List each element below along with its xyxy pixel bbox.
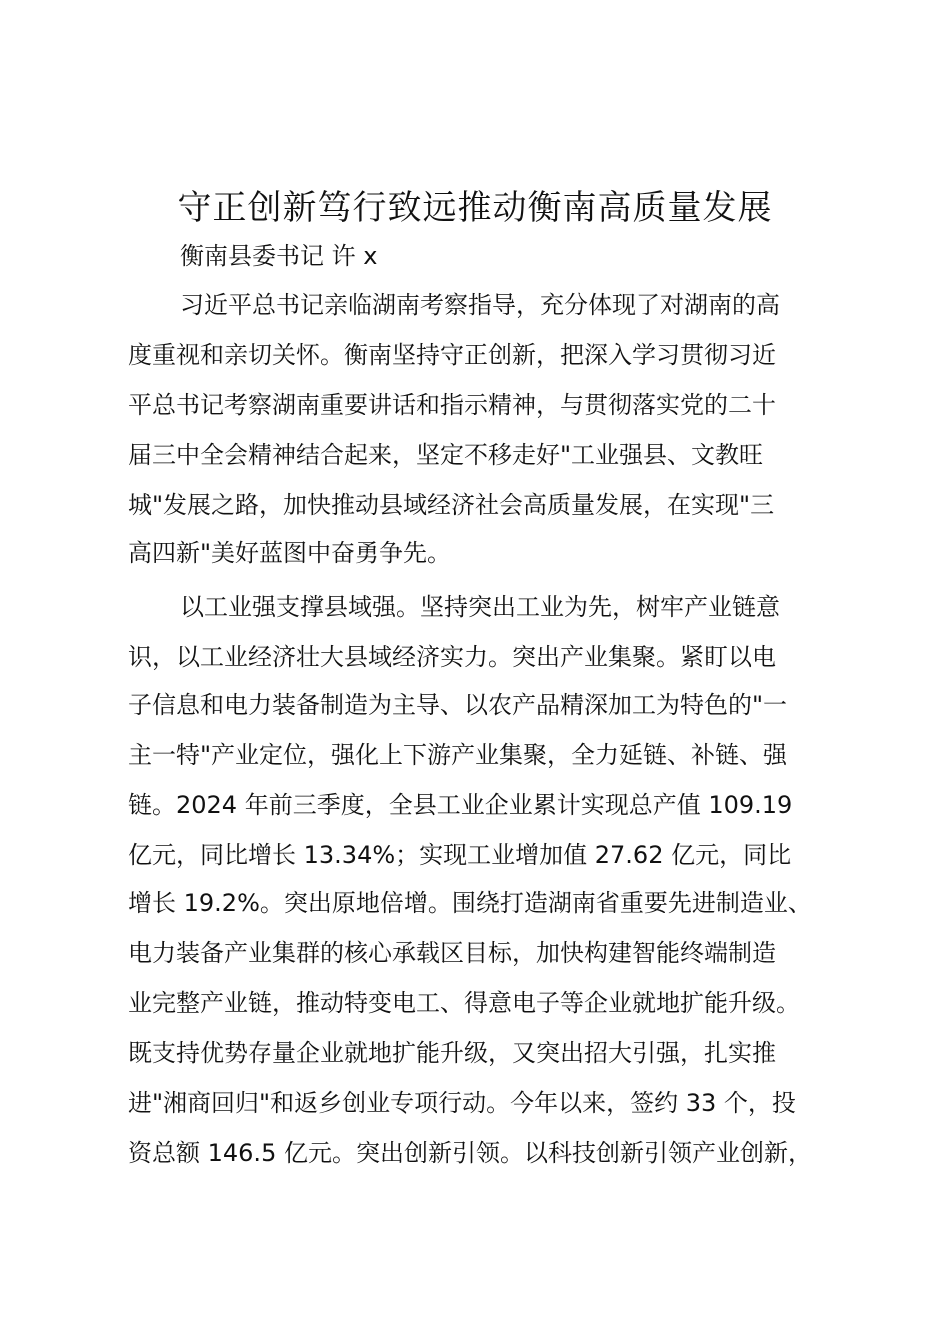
paragraph-line: 届三中全会精神结合起来，坚定不移走好"工业强县、文教旺: [128, 441, 764, 469]
paragraph-line: 平总书记考察湖南重要讲话和指示精神，与贯彻落实党的二十: [128, 391, 776, 419]
paragraph-line: 增长 19.2%。突出原地倍增。围绕打造湖南省重要先进制造业、: [128, 889, 812, 917]
paragraph-line: 既支持优势存量企业就地扩能升级，又突出招大引强，扎实推: [128, 1039, 776, 1067]
paragraph-line: 子信息和电力装备制造为主导、以农产品精深加工为特色的"一: [128, 691, 788, 719]
paragraph-line: 以工业强支撑县域强。坚持突出工业为先，树牢产业链意: [180, 593, 780, 621]
paragraph-line: 业完整产业链，推动特变电工、得意电子等企业就地扩能升级。: [128, 989, 800, 1017]
paragraph-line: 亿元，同比增长 13.34%；实现工业增加值 27.62 亿元，同比: [128, 841, 792, 869]
paragraph-line: 主一特"产业定位，强化上下游产业集聚，全力延链、补链、强: [128, 741, 788, 769]
paragraph-line: 电力装备产业集群的核心承载区目标，加快构建智能终端制造: [128, 939, 776, 967]
paragraph-line: 高四新"美好蓝图中奋勇争先。: [128, 539, 452, 567]
paragraph-line: 识，以工业经济壮大县域经济实力。突出产业集聚。紧盯以电: [128, 643, 776, 671]
document-title: 守正创新笃行致远推动衡南高质量发展: [177, 188, 773, 228]
paragraph-line: 城"发展之路，加快推动县域经济社会高质量发展，在实现"三: [128, 491, 775, 519]
paragraph-line: 资总额 146.5 亿元。突出创新引领。以科技创新引领产业创新，: [128, 1139, 812, 1167]
paragraph-line: 习近平总书记亲临湖南考察指导，充分体现了对湖南的高: [180, 291, 780, 319]
paragraph-line: 进"湘商回归"和返乡创业专项行动。今年以来，签约 33 个，投: [128, 1089, 796, 1117]
paragraph-line: 链。2024 年前三季度，全县工业企业累计实现总产值 109.19: [128, 791, 793, 819]
document-author: 衡南县委书记 许 x: [180, 242, 378, 270]
paragraph-line: 度重视和亲切关怀。衡南坚持守正创新，把深入学习贯彻习近: [128, 341, 776, 369]
